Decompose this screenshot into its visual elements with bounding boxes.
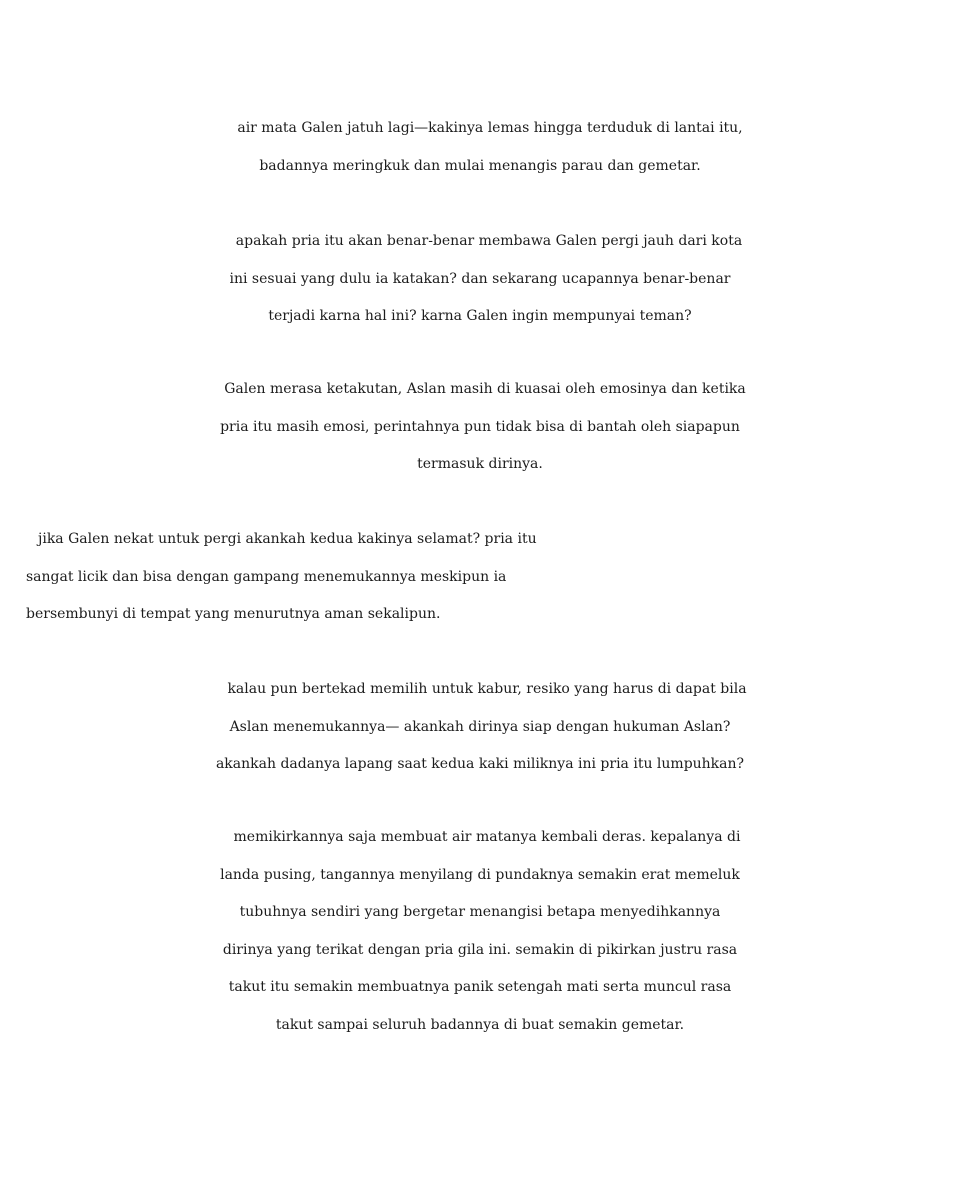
text-line: apakah pria itu akan benar-benar membawa Galen pergi jauh dari kota xyxy=(235,233,743,249)
text-line: bersembunyi di tempat yang menurutnya aman sekalipun. xyxy=(26,606,441,622)
text-line: Aslan menemukannya— akankah dirinya siap dengan hukuman Aslan? xyxy=(229,718,731,735)
text-line: landa pusing, tangannya menyilang di pundaknya semakin erat memeluk xyxy=(220,866,740,883)
paragraph-1 xyxy=(0,110,960,185)
text-line: ini sesuai yang dulu ia katakan? dan sekarang ucapannya benar-benar xyxy=(229,270,731,287)
text-line: memikirkannya saja membuat air matanya kembali deras. kepalanya di xyxy=(233,829,741,845)
text-line: tubuhnya sendiri yang bergetar menangisi betapa menyedihkannya xyxy=(239,904,721,920)
text-line: pria itu masih emosi, perintahnya pun tidak bisa di bantah oleh siapapun xyxy=(220,418,740,435)
text-line: dirinya yang terikat dengan pria gila ini. semakin di pikirkan justru rasa xyxy=(222,941,738,958)
text-line: takut itu semakin membuatnya panik setengah mati serta muncul rasa xyxy=(228,979,732,995)
text-line: takut sampai seluruh badannya di buat semakin gemetar. xyxy=(275,1016,685,1033)
paragraph-3 xyxy=(0,371,960,484)
text-line: Galen merasa ketakutan, Aslan masih di kuasai oleh emosinya dan ketika xyxy=(224,381,746,397)
text-line: akankah dadanya lapang saat kedua kaki miliknya ini pria itu lumpuhkan? xyxy=(215,756,745,772)
text-line: termasuk dirinya. xyxy=(417,456,543,472)
text-line: air mata Galen jatuh lagi—kakinya lemas hingga terduduk di lantai itu, xyxy=(237,120,743,136)
text-line: sangat licik dan bisa dengan gampang menemukannya meskipun ia xyxy=(26,568,507,585)
text-line: badannya meringkuk dan mulai menangis parau dan gemetar. xyxy=(259,157,701,174)
paragraph-6 xyxy=(0,819,960,1044)
paragraph-5 xyxy=(0,671,960,784)
text-line: terjadi karna hal ini? karna Galen ingin mempunyai teman? xyxy=(268,308,692,324)
text-line: jika Galen nekat untuk pergi akankah kedua kakinya selamat? pria itu xyxy=(38,531,537,547)
paragraph-4 xyxy=(0,521,960,634)
text-line: kalau pun bertekad memilih untuk kabur, resiko yang harus di dapat bila xyxy=(227,681,747,697)
paragraph-2 xyxy=(0,223,960,336)
